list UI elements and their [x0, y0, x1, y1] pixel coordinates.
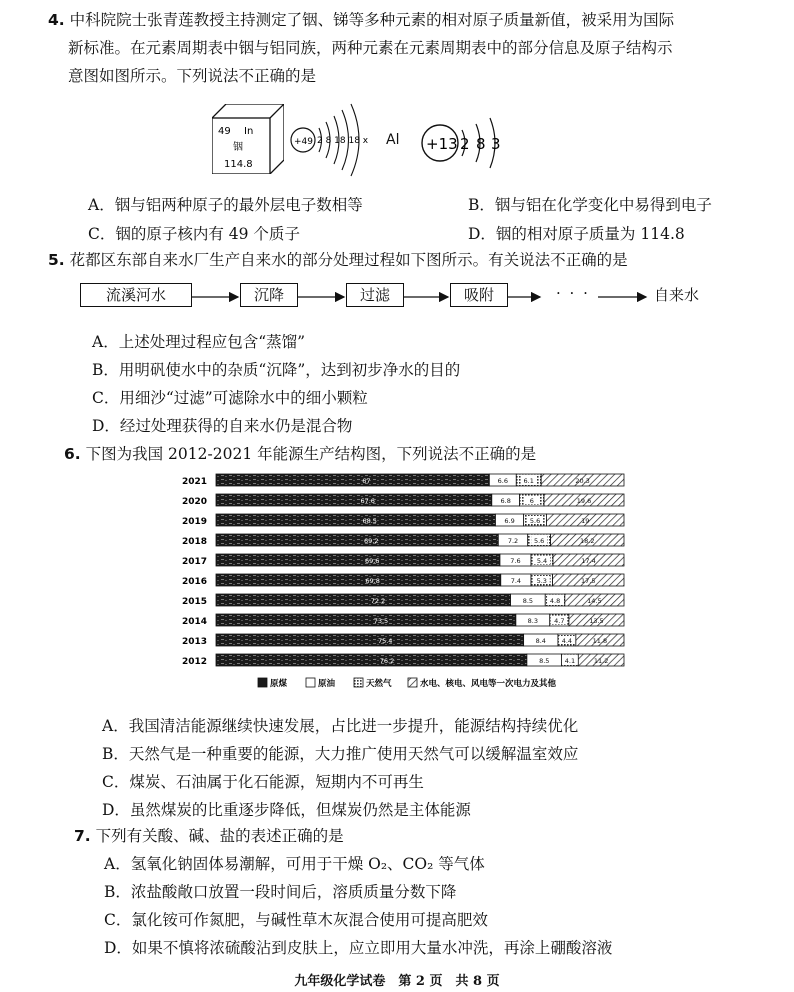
- q4-option-a[interactable]: A．铟与铝两种原子的最外层电子数相等: [88, 196, 363, 214]
- chart-data-label-coal: 69.8: [365, 577, 380, 585]
- chart-data-label-coal: 76.2: [379, 657, 395, 665]
- q5-number: 5.: [48, 251, 65, 269]
- q5-text-a: 花都区东部自来水厂生产自来水的部分处理过程如下图所示。有关说法: [69, 251, 551, 269]
- q4-line2: 新标准。在元素周期表中铟与铝同族，两种元素在元素周期表中的部分信息及原子结构示: [68, 39, 673, 57]
- legend-swatch-oil: [306, 678, 315, 687]
- element-tile-frame: [212, 104, 284, 174]
- chart-data-label-gas: 6.1: [523, 477, 534, 485]
- flow-ellipsis: · · ·: [556, 284, 590, 302]
- legend-label-other: 水电、核电、风电等一次电力及其他: [420, 679, 557, 689]
- chart-data-label-coal: 69.2: [364, 537, 379, 545]
- q7-line: [74, 822, 344, 850]
- chart-bar-coal: [216, 634, 524, 646]
- q6-option-c[interactable]: C．煤炭、石油属于化石能源，短期内不可再生: [102, 773, 424, 791]
- chart-bars: [182, 474, 624, 667]
- q7-text: 下列有关酸、碱、盐的表述正确的是: [95, 827, 344, 845]
- chart-data-label-other: 20.3: [575, 477, 590, 485]
- q4-option-d[interactable]: D．铟的相对原子质量为 114.8: [468, 225, 685, 243]
- q4-line1: [48, 6, 674, 34]
- q6-line: [64, 440, 536, 468]
- indium-shell-electrons: 2 8 18 18 x: [317, 136, 369, 146]
- q6-text-a: 下图为我国 2012-2021 年能源生产结构图，下列说法: [85, 445, 459, 463]
- q4-option-c[interactable]: C．铟的原子核内有 49 个质子: [88, 225, 300, 243]
- q7-option-d[interactable]: D．如果不慎将浓硫酸沾到皮肤上，应立即用大量水冲洗，再涂上硼酸溶液: [104, 939, 613, 957]
- energy-structure-chart: [180, 470, 630, 695]
- chart-year-label: 2018: [182, 537, 208, 547]
- chart-data-label-other: 17.4: [581, 557, 596, 565]
- chart-data-label-gas: 4.4: [561, 637, 573, 645]
- chart-data-label-coal: 72.2: [370, 597, 386, 605]
- chart-bar-coal: [216, 494, 492, 506]
- q4-option-b[interactable]: B．铟与铝在化学变化中易得到电子: [468, 196, 712, 214]
- flow-step-adsorption: 吸附: [450, 283, 508, 307]
- chart-bar-coal: [216, 534, 498, 546]
- chart-year-label: 2014: [182, 617, 208, 627]
- chart-data-label-other: 18.2: [580, 537, 595, 545]
- q7-option-b[interactable]: B．浓盐酸敞口放置一段时间后，溶质质量分数下降: [104, 883, 457, 901]
- q6-option-b[interactable]: B．天然气是一种重要的能源，大力推广使用天然气可以缓解温室效应: [102, 745, 579, 763]
- chart-data-label-other: 13.5: [589, 617, 604, 625]
- aluminium-shell-1: 2: [460, 135, 470, 153]
- q5-option-b[interactable]: B．用明矾使水中的杂质“沉降”，达到初步净水的目的: [92, 361, 461, 379]
- q4-text-3a: 意图如图所示。下列说法: [68, 67, 239, 85]
- chart-data-label-coal: 67.6: [360, 497, 375, 505]
- chart-year-label: 2016: [182, 577, 208, 587]
- chart-data-label-gas: 5.3: [536, 577, 547, 585]
- q4-number: 4.: [48, 11, 65, 29]
- q5-option-d[interactable]: D．经过处理获得的自来水仍是混合物: [92, 417, 353, 435]
- q6-emphasis: 不正确: [458, 445, 506, 463]
- q5-text-c: 的是: [596, 251, 628, 269]
- chart-data-label-other: 17.5: [581, 577, 596, 585]
- chart-year-label: 2017: [182, 557, 208, 567]
- chart-bar-coal: [216, 654, 527, 666]
- indium-shells: [286, 92, 386, 192]
- chart-data-label-gas: 4.7: [554, 617, 565, 625]
- chart-data-label-gas: 6: [529, 497, 534, 505]
- flow-step-filtering: 过滤: [346, 283, 404, 307]
- chart-data-label-other: 11.8: [592, 637, 608, 645]
- legend-swatch-coal: [258, 678, 267, 687]
- chart-data-label-oil: 8.5: [522, 597, 534, 605]
- page-footer: 九年级化学试卷 第 2 页 共 8 页: [294, 974, 500, 989]
- chart-year-label: 2020: [182, 497, 208, 507]
- chart-data-label-oil: 8.4: [535, 637, 546, 645]
- chart-legend: [258, 678, 557, 689]
- chart-year-label: 2012: [182, 657, 208, 667]
- indium-nucleus-charge: +49: [294, 137, 313, 147]
- chart-bar-coal: [216, 474, 489, 486]
- chart-data-label-gas: 5.6: [529, 517, 541, 525]
- aluminium-shells: [418, 112, 518, 174]
- chart-data-label-oil: 8.5: [539, 657, 550, 665]
- chart-data-label-gas: 5.6: [533, 537, 545, 545]
- q5-option-c[interactable]: C．用细沙“过滤”可滤除水中的细小颗粒: [92, 389, 368, 407]
- chart-data-label-coal: 67: [362, 477, 371, 485]
- q5-emphasis: 不正确: [550, 251, 597, 269]
- q4-text-3c: 的是: [285, 67, 317, 85]
- q7-option-a[interactable]: A．氢氧化钠固体易潮解，可用于干燥 O₂、CO₂ 等气体: [104, 855, 485, 873]
- tile-mass: 114.8: [224, 159, 253, 170]
- q6-option-a[interactable]: A．我国清洁能源继续快速发展，占比进一步提升，能源结构持续优化: [102, 717, 579, 735]
- chart-year-label: 2019: [182, 517, 208, 527]
- chart-bar-coal: [216, 614, 516, 626]
- chart-data-label-coal: 75.4: [377, 637, 393, 645]
- chart-data-label-gas: 4.1: [564, 657, 576, 665]
- chart-data-label-gas: 4.8: [549, 597, 561, 605]
- chart-bar-coal: [216, 514, 495, 526]
- legend-label-gas: 天然气: [366, 679, 392, 689]
- chart-year-label: 2013: [182, 637, 208, 647]
- aluminium-nucleus-charge: +13: [426, 135, 458, 153]
- q5-option-a[interactable]: A．上述处理过程应包含“蒸馏”: [92, 333, 306, 351]
- chart-bar-coal: [216, 594, 511, 606]
- q6-number: 6.: [64, 445, 81, 463]
- q7-option-c[interactable]: C．氯化铵可作氮肥，与碱性草木灰混合使用可提高肥效: [104, 911, 488, 929]
- legend-label-coal: 原煤: [270, 679, 288, 689]
- chart-data-label-gas: 5.4: [536, 557, 548, 565]
- tile-symbol: In: [244, 126, 254, 137]
- chart-year-label: 2015: [182, 597, 208, 607]
- flow-step-source: 流溪河水: [80, 283, 192, 307]
- aluminium-label: Al: [386, 132, 400, 148]
- chart-data-label-other: 19: [581, 517, 590, 525]
- chart-data-label-other: 19.6: [576, 497, 592, 505]
- chart-data-label-coal: 68.5: [362, 517, 377, 525]
- aluminium-atom-diagram: [418, 112, 518, 174]
- chart-data-label-oil: 6.9: [504, 517, 515, 525]
- chart-data-label-oil: 6.8: [500, 497, 511, 505]
- flow-end-tap-water: 自来水: [654, 286, 700, 304]
- q7-number: 7.: [74, 827, 91, 845]
- chart-data-label-oil: 7.6: [510, 557, 521, 565]
- chart-data-label-oil: 7.2: [507, 537, 519, 545]
- chart-data-label-oil: 8.3: [527, 617, 538, 625]
- chart-data-label-coal: 69.6: [364, 557, 380, 565]
- chart-year-label: 2021: [182, 477, 208, 487]
- q4-line3: [68, 62, 316, 90]
- indium-element-tile: [212, 104, 284, 174]
- aluminium-shell-3: 3: [491, 135, 501, 153]
- chart-data-label-other: 11.2: [593, 657, 609, 665]
- legend-label-oil: 原油: [318, 679, 336, 689]
- q4-text-1: 中科院院士张青莲教授主持测定了铟、锑等多种元素的相对原子质量新值，被采用为国际: [69, 11, 675, 29]
- chart-bar-coal: [216, 554, 500, 566]
- q4-emphasis: 不正确: [238, 67, 286, 85]
- indium-atom-diagram: [286, 92, 386, 192]
- tile-number: 49: [218, 126, 231, 137]
- chart-bar-coal: [216, 574, 501, 586]
- aluminium-shell-2: 8: [476, 135, 486, 153]
- chart-data-label-oil: 7.4: [510, 577, 522, 585]
- chart-data-label-coal: 73.5: [373, 617, 389, 625]
- q5-line: [48, 246, 628, 274]
- q6-text-c: 的是: [505, 445, 537, 463]
- flow-step-settling: 沉降: [240, 283, 298, 307]
- legend-swatch-other: [408, 678, 417, 687]
- q6-option-d[interactable]: D．虽然煤炭的比重逐步降低，但煤炭仍然是主体能源: [102, 801, 471, 819]
- chart-data-label-other: 14.5: [587, 597, 602, 605]
- chart-data-label-oil: 6.6: [497, 477, 508, 485]
- tile-name: 铟: [233, 142, 243, 153]
- legend-swatch-gas: [354, 678, 363, 687]
